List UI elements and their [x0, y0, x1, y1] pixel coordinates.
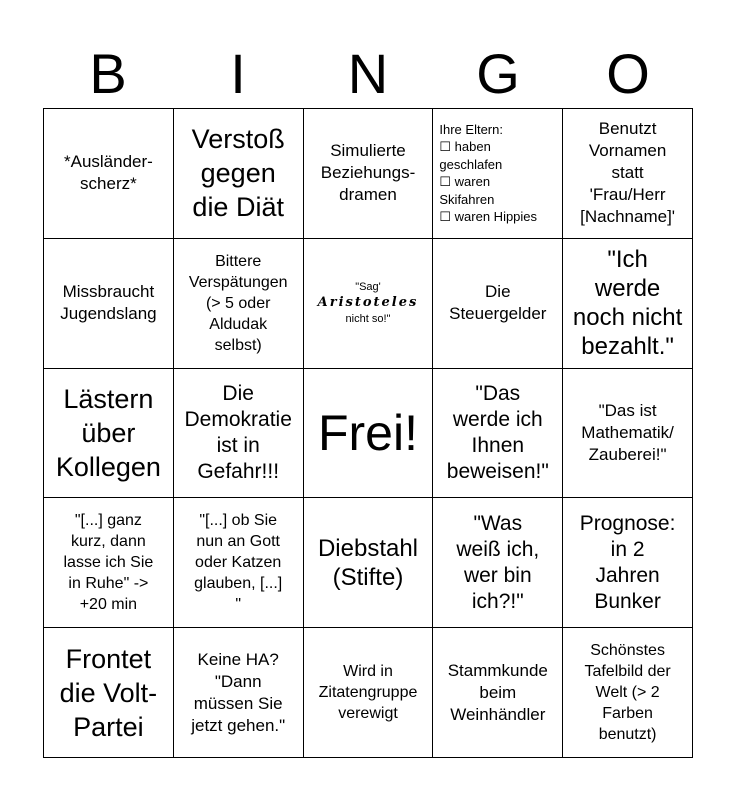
cell-text: Frontet die Volt- Partei [59, 643, 158, 742]
cell-text: "Das werde ich Ihnen beweisen!" [446, 381, 549, 483]
cell-text: Simulierte Beziehungs- dramen [320, 141, 416, 205]
bingo-cell[interactable] [433, 628, 563, 758]
cell-text: Diebstahl (Stifte) [317, 534, 419, 591]
cell-text: Bittere Verspätungen (> 5 oder Aldudak selbst) [188, 252, 288, 354]
cell-text: Lästern über Kollegen [55, 383, 161, 482]
cell-text: "[...] ganz kurz, dann lasse ich Sie in Ruhe" -> +20 min [63, 512, 154, 614]
bingo-cell[interactable] [174, 239, 304, 369]
header-letter-b: B [89, 42, 127, 105]
bingo-header [43, 40, 693, 108]
bingo-cell[interactable] [433, 239, 563, 369]
cell-text: Benutzt Vornamen statt 'Frau/Herr [Nachname]' [580, 119, 676, 227]
free-space-text: Frei! [317, 404, 418, 461]
header-letter-n: N [347, 42, 389, 105]
header-letter-g: G [476, 42, 520, 105]
bingo-cell[interactable] [304, 498, 434, 628]
aristoteles-quote [318, 280, 419, 326]
bingo-cell[interactable] [44, 109, 174, 239]
bingo-cell[interactable] [174, 369, 304, 499]
cell-text: Missbraucht Jugendslang [60, 282, 157, 324]
bingo-cell[interactable] [44, 628, 174, 758]
bingo-cell[interactable] [563, 109, 693, 239]
cell-text: Die Steuergelder [449, 282, 547, 324]
bingo-cell[interactable] [174, 498, 304, 628]
bingo-cell[interactable] [433, 109, 563, 239]
quote-line: "Sag' [355, 281, 381, 294]
bingo-cell[interactable] [44, 239, 174, 369]
header-letter-i: I [230, 42, 246, 105]
cell-text: "Das ist Mathematik/ Zauberei!" [581, 400, 674, 464]
bingo-cell[interactable] [174, 109, 304, 239]
bingo-cell[interactable] [563, 628, 693, 758]
bingo-cell[interactable] [174, 628, 304, 758]
cell-text: "Ich werde noch nicht bezahlt." [572, 246, 683, 361]
cell-text: Prognose: in 2 Jahren Bunker [579, 511, 676, 613]
cell-text: "Was weiß ich, wer bin ich?!" [456, 511, 540, 613]
cell-text: *Ausländer- scherz* [63, 152, 153, 194]
cell-text: Keine HA? "Dann müssen Sie jetzt gehen." [191, 649, 286, 735]
bingo-cell[interactable] [44, 498, 174, 628]
header-letter-o: O [606, 42, 650, 105]
bingo-grid [43, 108, 693, 758]
quote-name: Aristoteles [317, 295, 419, 311]
bingo-cell[interactable] [304, 239, 434, 369]
bingo-cell[interactable] [563, 369, 693, 499]
bingo-cell[interactable] [563, 498, 693, 628]
cell-text: "[...] ob Sie nun an Gott oder Katzen glauben, [...] " [194, 512, 283, 614]
bingo-cell[interactable] [563, 239, 693, 369]
bingo-cell[interactable] [304, 628, 434, 758]
bingo-cell[interactable] [433, 498, 563, 628]
cell-text: Wird in Zitatengruppe verewigt [318, 663, 418, 723]
quote-line: nicht so!" [345, 313, 391, 326]
cell-text: Verstoß gegen die Diät [191, 124, 285, 223]
bingo-cell free-space[interactable] [304, 369, 434, 499]
bingo-cell[interactable] [433, 369, 563, 499]
cell-text: Ihre Eltern: ☐ haben geschlafen ☐ waren Skifahren ☐ waren Hippies [439, 121, 538, 225]
cell-text: Stammkunde beim Weinhändler [447, 660, 548, 724]
cell-text: Schönstes Tafelbild der Welt (> 2 Farben benutzt) [584, 642, 671, 744]
bingo-cell[interactable] [304, 109, 434, 239]
bingo-cell[interactable] [44, 369, 174, 499]
cell-text: Die Demokratie ist in Gefahr!!! [184, 381, 292, 483]
